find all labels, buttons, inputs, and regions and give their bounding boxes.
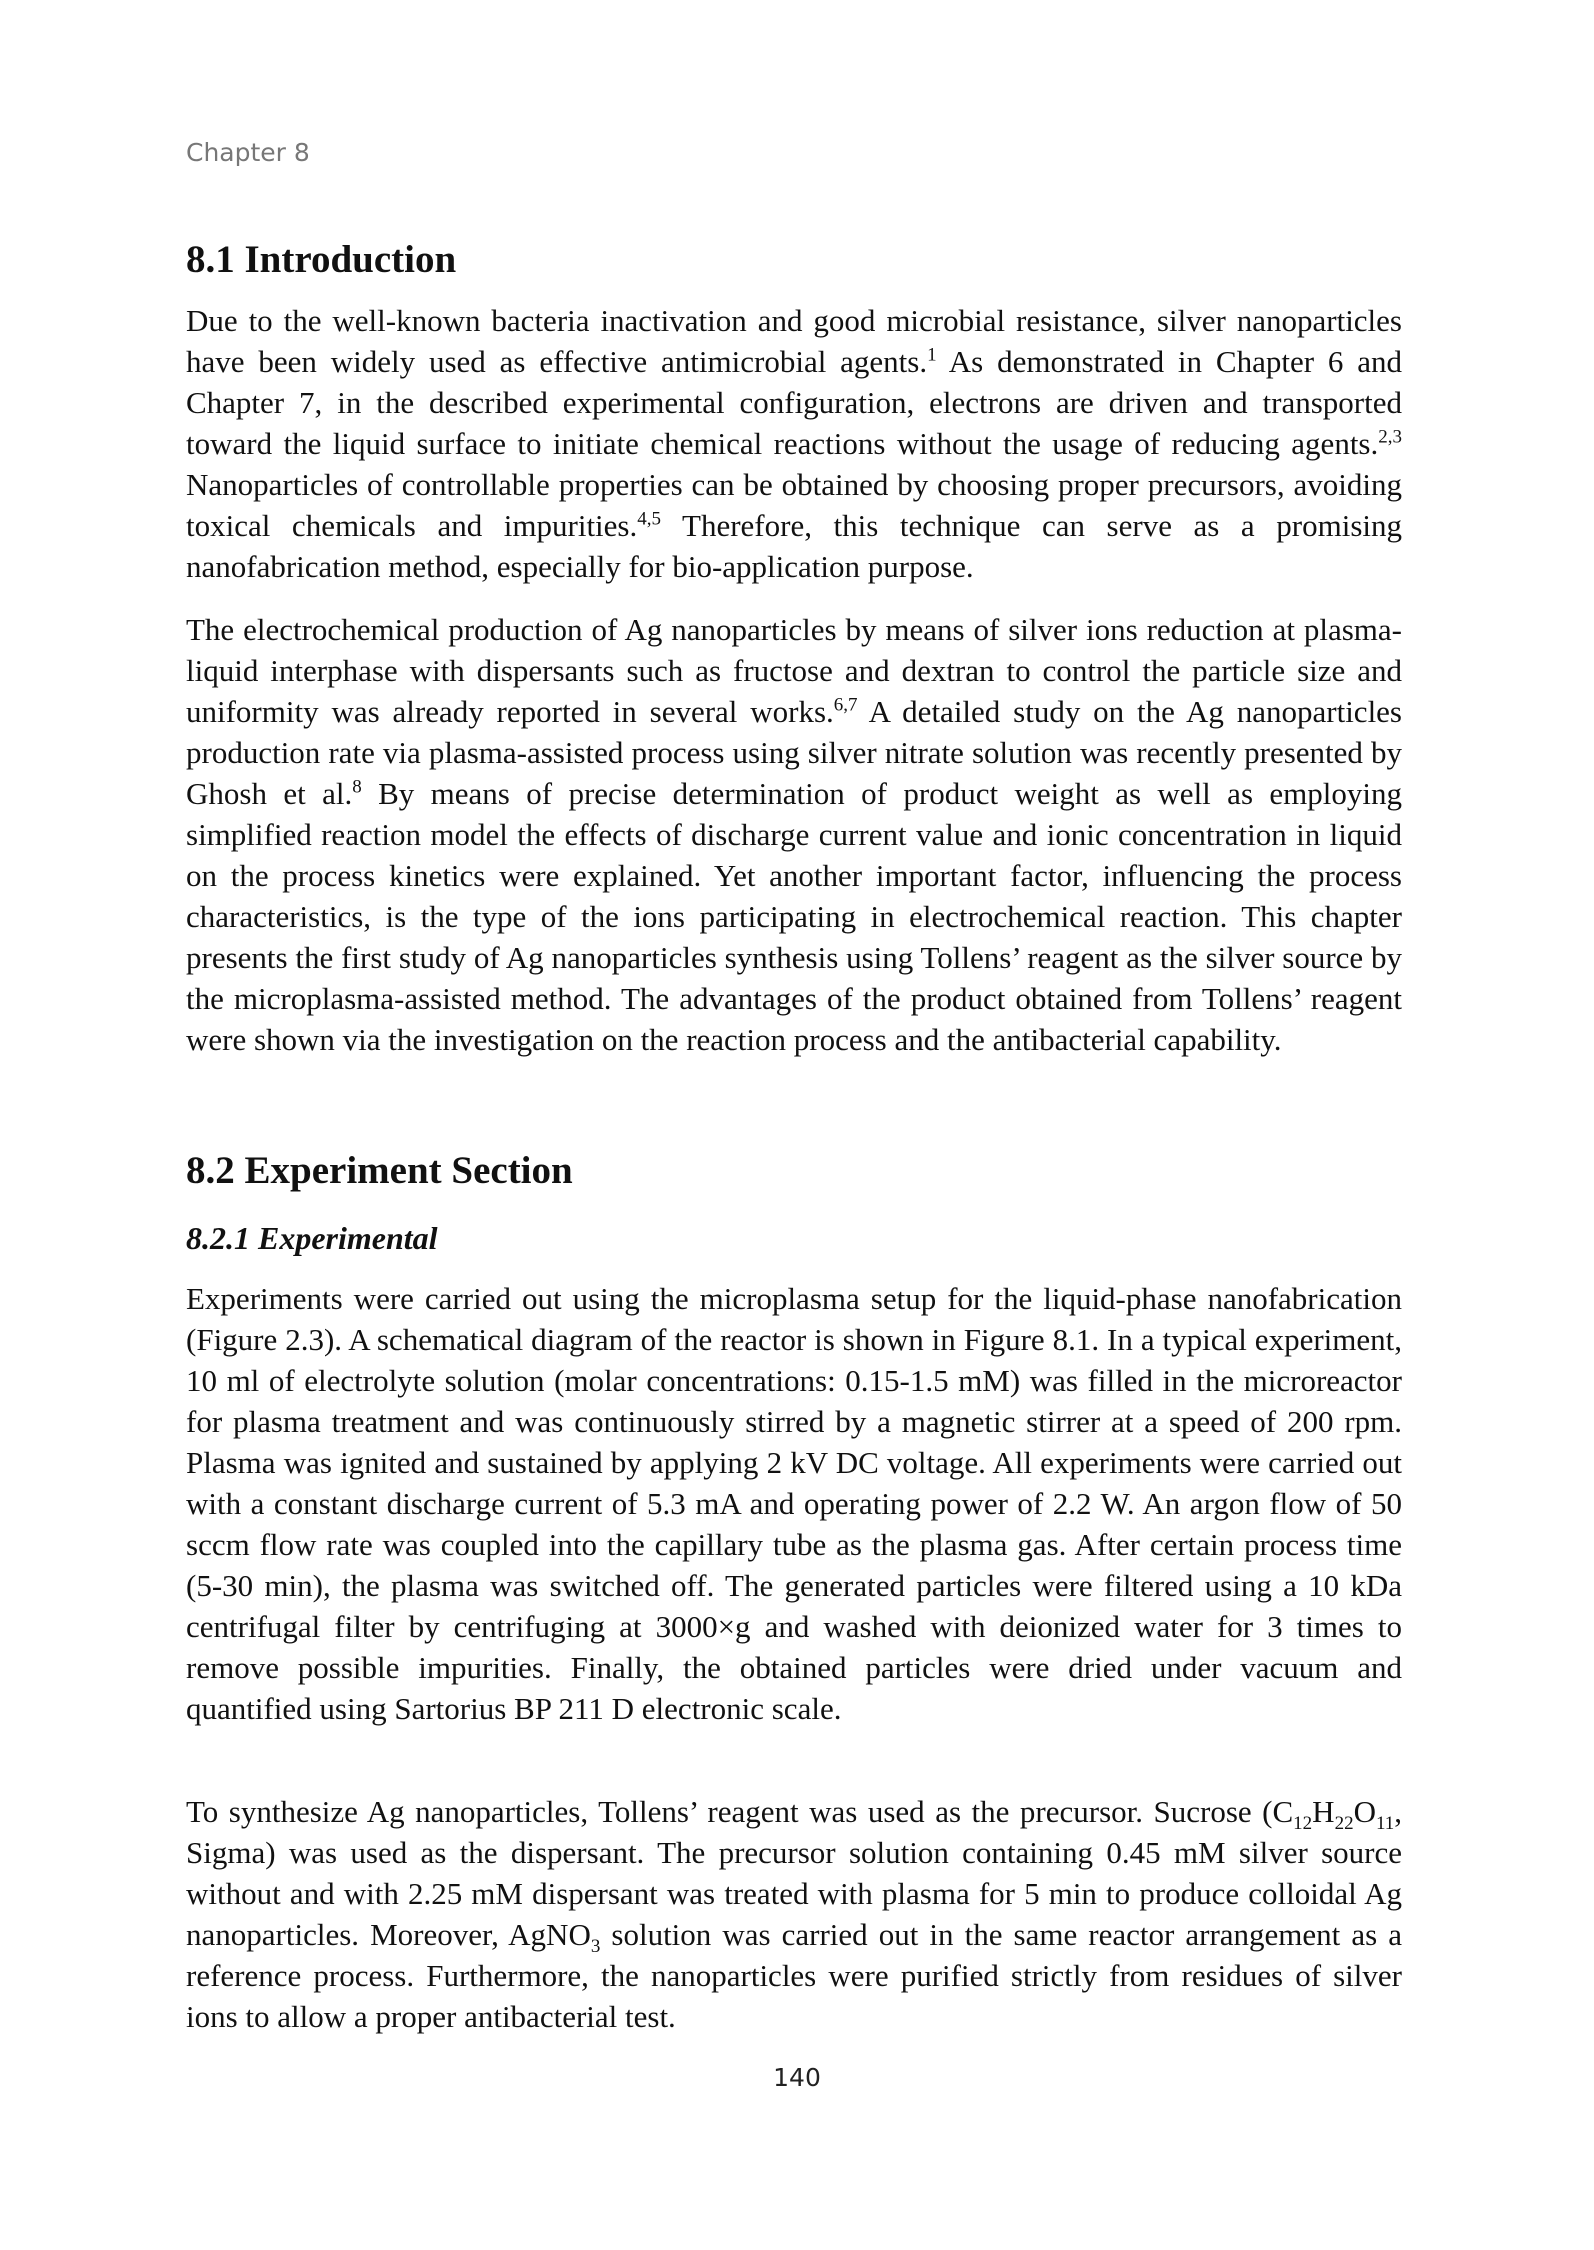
text-run: H bbox=[1312, 1794, 1335, 1829]
citation-superscript: 2,3 bbox=[1378, 426, 1402, 448]
section-heading-experiment: 8.2 Experiment Section bbox=[186, 1149, 573, 1192]
formula-subscript: 12 bbox=[1293, 1813, 1313, 1835]
citation-superscript: 6,7 bbox=[833, 694, 858, 716]
formula-subscript: 22 bbox=[1334, 1813, 1354, 1835]
text-run: , Sigma) was used as the dispersant. The precursor solution containing 0.45 mM silver source without and with 2.25 mM dispersant was treated with plasma for 5 min to produce colloidal Ag nanoparticles. Moreover, AgNO bbox=[186, 1794, 1402, 1952]
citation-superscript: 4,5 bbox=[637, 508, 661, 530]
text-run: O bbox=[1353, 1794, 1376, 1829]
experimental-paragraph-2 bbox=[186, 1791, 1402, 2037]
page-number: 140 bbox=[773, 2063, 821, 2092]
intro-paragraph-1 bbox=[186, 300, 1402, 587]
text-run: solution was carried out in the same reactor arrangement as a reference process. Furthermore, the nanoparticles were purified strictly from residues of silver ions to allow a proper antibacterial test. bbox=[186, 1917, 1402, 2034]
text-run: Due to the well-known bacteria inactivation and good microbial resistance, silver nanoparticles have been widely used as effective antimicrobial agents. bbox=[186, 303, 1402, 379]
citation-superscript: 1 bbox=[927, 344, 937, 366]
subsection-heading-experimental: 8.2.1 Experimental bbox=[186, 1220, 438, 1256]
formula-subscript: 3 bbox=[590, 1936, 601, 1958]
intro-paragraph-2 bbox=[186, 609, 1402, 1060]
formula-subscript: 11 bbox=[1375, 1813, 1395, 1835]
section-heading-introduction: 8.1 Introduction bbox=[186, 238, 457, 281]
text-run: To synthesize Ag nanoparticles, Tollens’ reagent was used as the precursor. Sucrose (C bbox=[186, 1794, 1294, 1829]
experimental-paragraph-1: Experiments were carried out using the microplasma setup for the liquid-phase nanofabrication (Figure 2.3). A schematical diagram of the reactor is shown in Figure 8.1. In a typical experiment, 10 ml of electrolyte solution (molar concentrations: 0.15-1.5 mM) was filled in the microreactor for plasma treatment and was continuously stirred by a magnetic stirrer at a speed of 200 rpm. Plasma was ignited and sustained by applying 2 kV DC voltage. All experiments were carried out with a constant discharge current of 5.3 mA and operating power of 2.2 W. An argon flow of 50 sccm flow rate was coupled into the capillary tube as the plasma gas. After certain process time (5-30 min), the plasma was switched off. The generated particles were filtered using a 10 kDa centrifugal filter by centrifuging at 3000×g and washed with deionized water for 3 times to remove possible impurities. Finally, the obtained particles were dried under vacuum and quantified using Sartorius BP 211 D electronic scale. bbox=[186, 1281, 1402, 1726]
text-run: The electrochemical production of Ag nanoparticles by means of silver ions reduction at plasma-liquid interphase with dispersants such as fructose and dextran to control the particle size and uniformity was already reported in several works. bbox=[186, 612, 1402, 729]
text-run: As demonstrated in Chapter 6 and Chapter 7, in the described experimental configuration, electrons are driven and transported toward the liquid surface to initiate chemical reactions without the usage of reducing agents. bbox=[186, 344, 1403, 461]
text-run: Therefore, this technique can serve as a promising nanofabrication method, especially for bio-application purpose. bbox=[186, 508, 1402, 584]
citation-superscript: 8 bbox=[352, 776, 362, 798]
text-run: Nanoparticles of controllable properties can be obtained by choosing proper precursors, avoiding toxical chemicals and impurities. bbox=[186, 467, 1402, 543]
text-run: A detailed study on the Ag nanoparticles production rate via plasma-assisted process using silver nitrate solution was recently presented by Ghosh et al. bbox=[186, 694, 1402, 811]
text-run: By means of precise determination of product weight as well as employing simplified reaction model the effects of discharge current value and ionic concentration in liquid on the process kinetics were explained. Yet another important factor, influencing the process characteristics, is the type of the ions participating in electrochemical reaction. This chapter presents the first study of Ag nanoparticles synthesis using Tollens’ reagent as the silver source by the microplasma-assisted method. The advantages of the product obtained from Tollens’ reagent were shown via the investigation on the reaction process and the antibacterial capability. bbox=[186, 776, 1402, 1057]
running-head: Chapter 8 bbox=[186, 138, 310, 167]
